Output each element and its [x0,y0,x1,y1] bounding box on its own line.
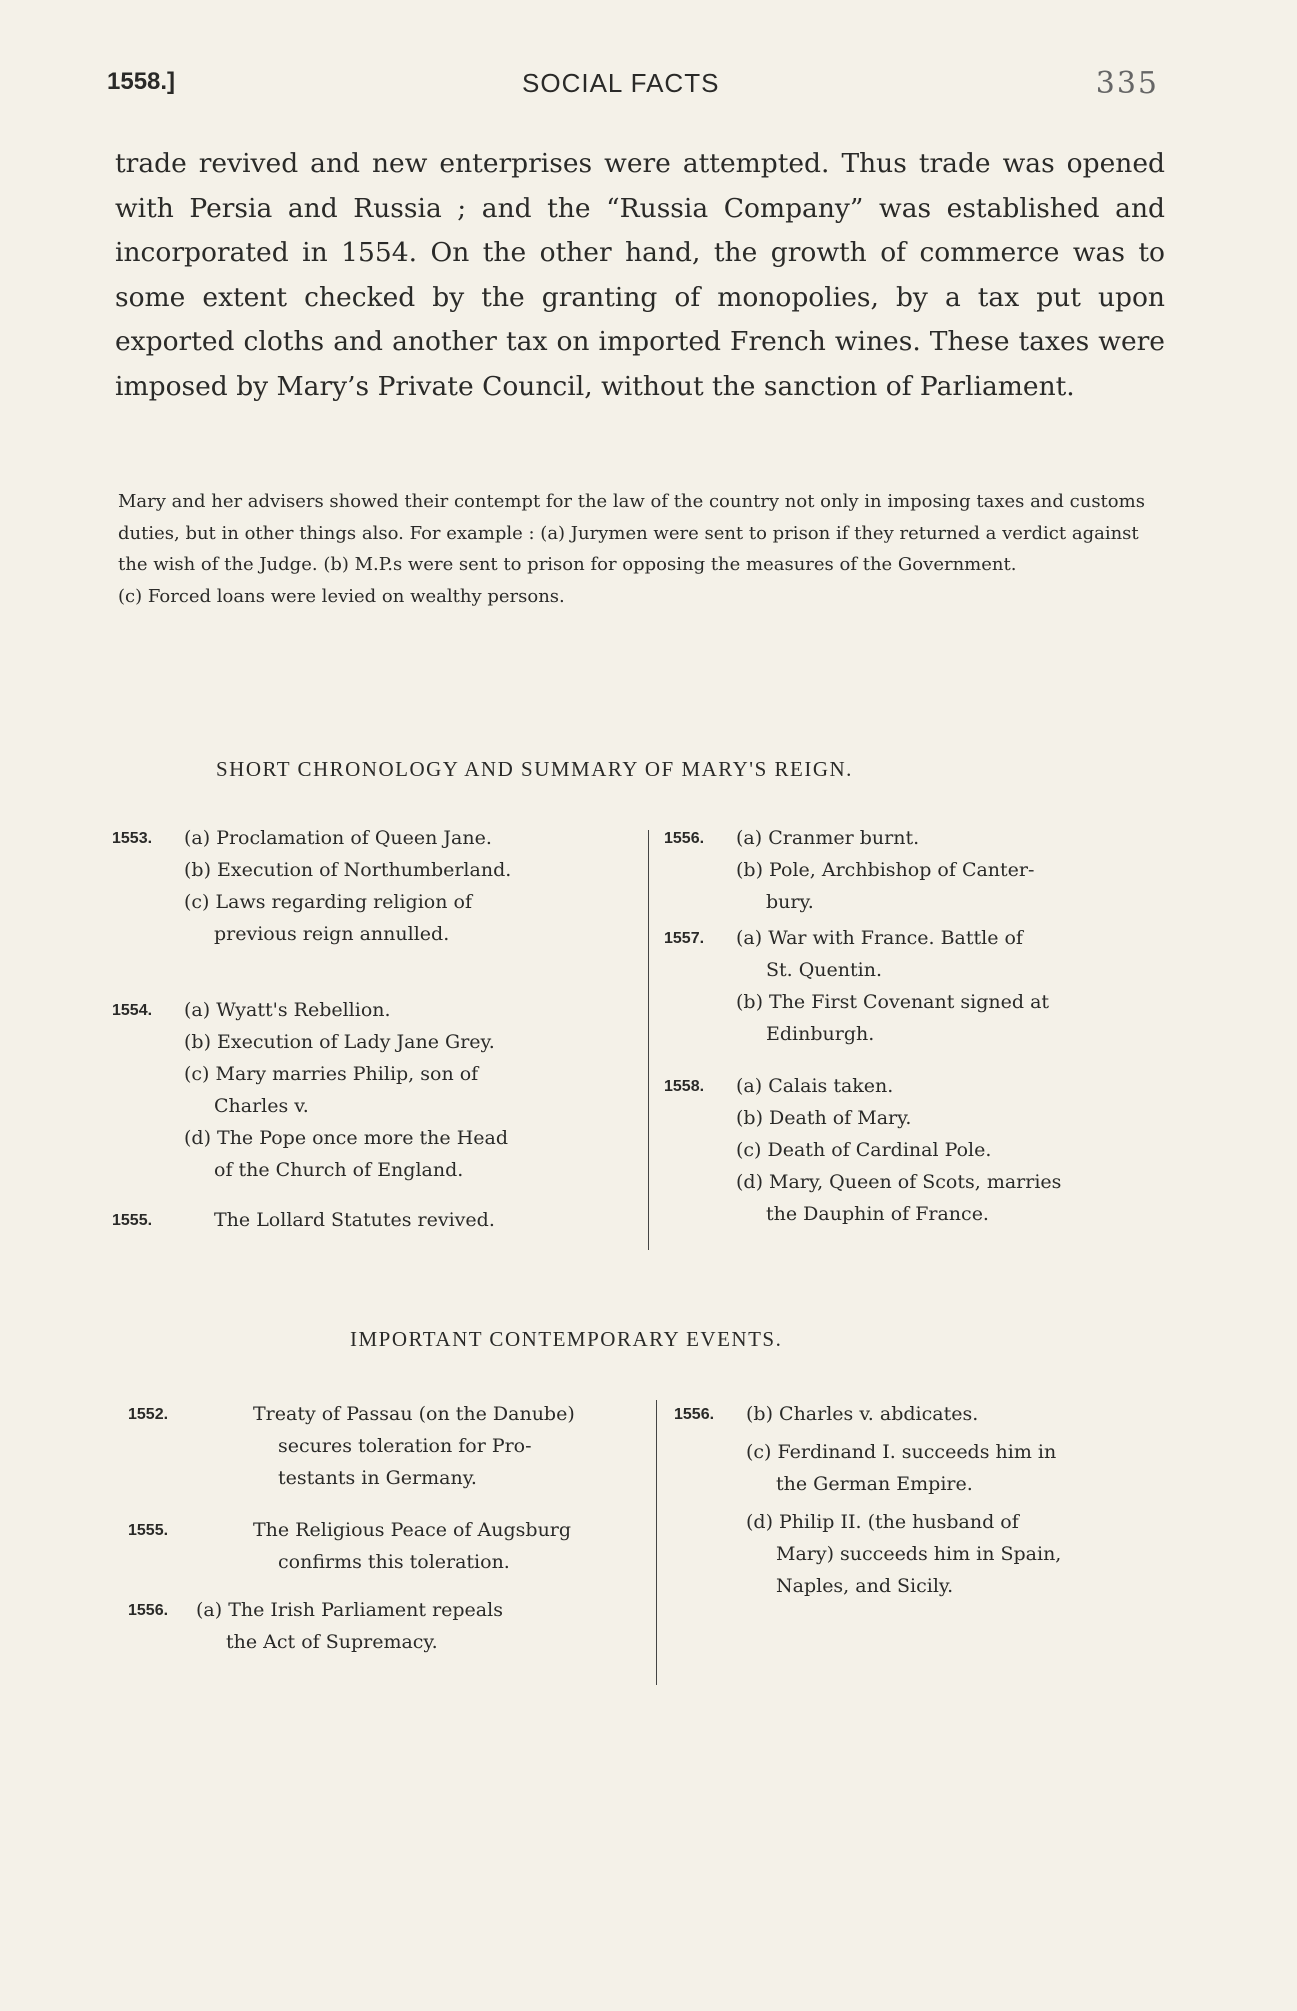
body-paragraph: trade revived and new enterprises were attempted. Thus trade was opened with Persia and Russia ; and the “Russia Company” was established and incorporated in 1554. On the other hand, the growth of commerce was to some extent checked by the granting of monopolies, by a tax put upon exported cloths and another tax on imported French wines. These taxes were imposed by Mary’s Private Council, without the sanction of Parliament. [115,148,1165,402]
entry-year: 1556. [128,1602,169,1619]
entry-line: (d) The Pope once more the Head [184,1127,509,1149]
events-entry [128,1594,648,1658]
entry-year: 1555. [128,1522,169,1539]
note-item-a: (a) Jurymen were sent to prison if they returned a verdict against the wish of the Judge. [118,522,1139,575]
entry-line: secures toleration for Pro- [278,1435,532,1457]
entry-line: bury. [766,891,814,913]
header-title: SOCIAL FACTS [522,68,720,98]
entry-year: 1556. [674,1406,715,1423]
events-entry [674,1398,1194,1602]
chronology-entry [664,1070,1184,1230]
entry-line: (c) Mary marries Philip, son of [184,1063,479,1085]
running-header [107,68,1167,108]
entry-line: The Lollard Statutes revived. [214,1209,495,1231]
entry-line: (d) Philip II. (the husband of [746,1511,1019,1533]
entry-line: (c) Death of Cardinal Pole. [736,1139,992,1161]
chronology-left-column [112,822,632,1236]
events-entry [128,1514,648,1578]
entry-line: (a) Wyatt's Rebellion. [184,999,391,1021]
note-item-c: (c) Forced loans were levied on wealthy persons. [118,585,565,607]
entry-year: 1554. [112,1002,153,1019]
entry-line: (a) Cranmer burnt. [736,827,920,849]
entry-year: 1557. [664,930,705,947]
events-entry [128,1398,648,1494]
entry-line: (c) Ferdinand I. succeeds him in [746,1441,1057,1463]
entry-line: previous reign annulled. [214,923,450,945]
entry-line: the Act of Supremacy. [226,1631,438,1653]
entry-line: (a) War with France. Battle of [736,927,1023,949]
entry-line: (b) Death of Mary. [736,1107,912,1129]
entry-line: (b) The First Covenant signed at [736,991,1050,1013]
column-divider [656,1400,657,1685]
entry-year: 1558. [664,1078,705,1095]
chronology-title: SHORT CHRONOLOGY AND SUMMARY OF MARY'S REIGN. [216,757,853,781]
entry-line: confirms this toleration. [278,1551,510,1573]
events-title: IMPORTANT CONTEMPORARY EVENTS. [350,1327,783,1351]
entry-line: the German Empire. [776,1473,973,1495]
entry-line: (b) Execution of Northumberland. [184,859,512,881]
chronology-entry [664,922,1184,1050]
chronology-right-column [664,822,1184,1230]
entry-year: 1552. [128,1406,169,1423]
page-number: 335 [1095,66,1159,101]
note-item-b: (b) M.P.s were sent to prison for opposing the measures of the Government. [323,554,1017,575]
chronology-entry [112,822,632,950]
chronology-entry [112,1204,632,1236]
entry-line: (a) The Irish Parliament repeals [196,1599,503,1621]
chronology-entry [112,994,632,1186]
events-left-column [128,1398,648,1658]
entry-line: The Religious Peace of Augsburg [253,1519,572,1541]
entry-line: (b) Execution of Lady Jane Grey. [184,1031,495,1053]
entry-line: of the Church of England. [214,1159,464,1181]
note-paragraph [118,486,1168,612]
entry-year: 1556. [664,830,705,847]
entry-line: (a) Calais taken. [736,1075,894,1097]
entry-line: Edinburgh. [766,1023,875,1045]
column-divider [648,830,649,1250]
entry-line: (b) Pole, Archbishop of Canter- [736,859,1035,881]
chronology-entry [664,822,1184,918]
entry-line: St. Quentin. [766,959,883,981]
entry-line: testants in Germany. [278,1467,477,1489]
entry-line: (c) Laws regarding religion of [184,891,472,913]
header-year: 1558.] [107,68,176,95]
entry-line: Naples, and Sicily. [776,1575,954,1597]
entry-year: 1555. [112,1212,153,1229]
entry-line: the Dauphin of France. [766,1203,989,1225]
entry-line: (d) Mary, Queen of Scots, marries [736,1171,1062,1193]
entry-line: Charles v. [214,1095,309,1117]
events-right-column [674,1398,1194,1602]
note-intro: Mary and her advisers showed their contempt for the law of the country not only in imposing taxes and customs duties, but in other things also. For example : [118,491,1145,544]
entry-line: (a) Proclamation of Queen Jane. [184,827,492,849]
entry-line: (b) Charles v. abdicates. [746,1403,979,1425]
entry-line: Mary) succeeds him in Spain, [776,1543,1062,1565]
entry-line: Treaty of Passau (on the Danube) [253,1403,575,1425]
entry-year: 1553. [112,830,153,847]
